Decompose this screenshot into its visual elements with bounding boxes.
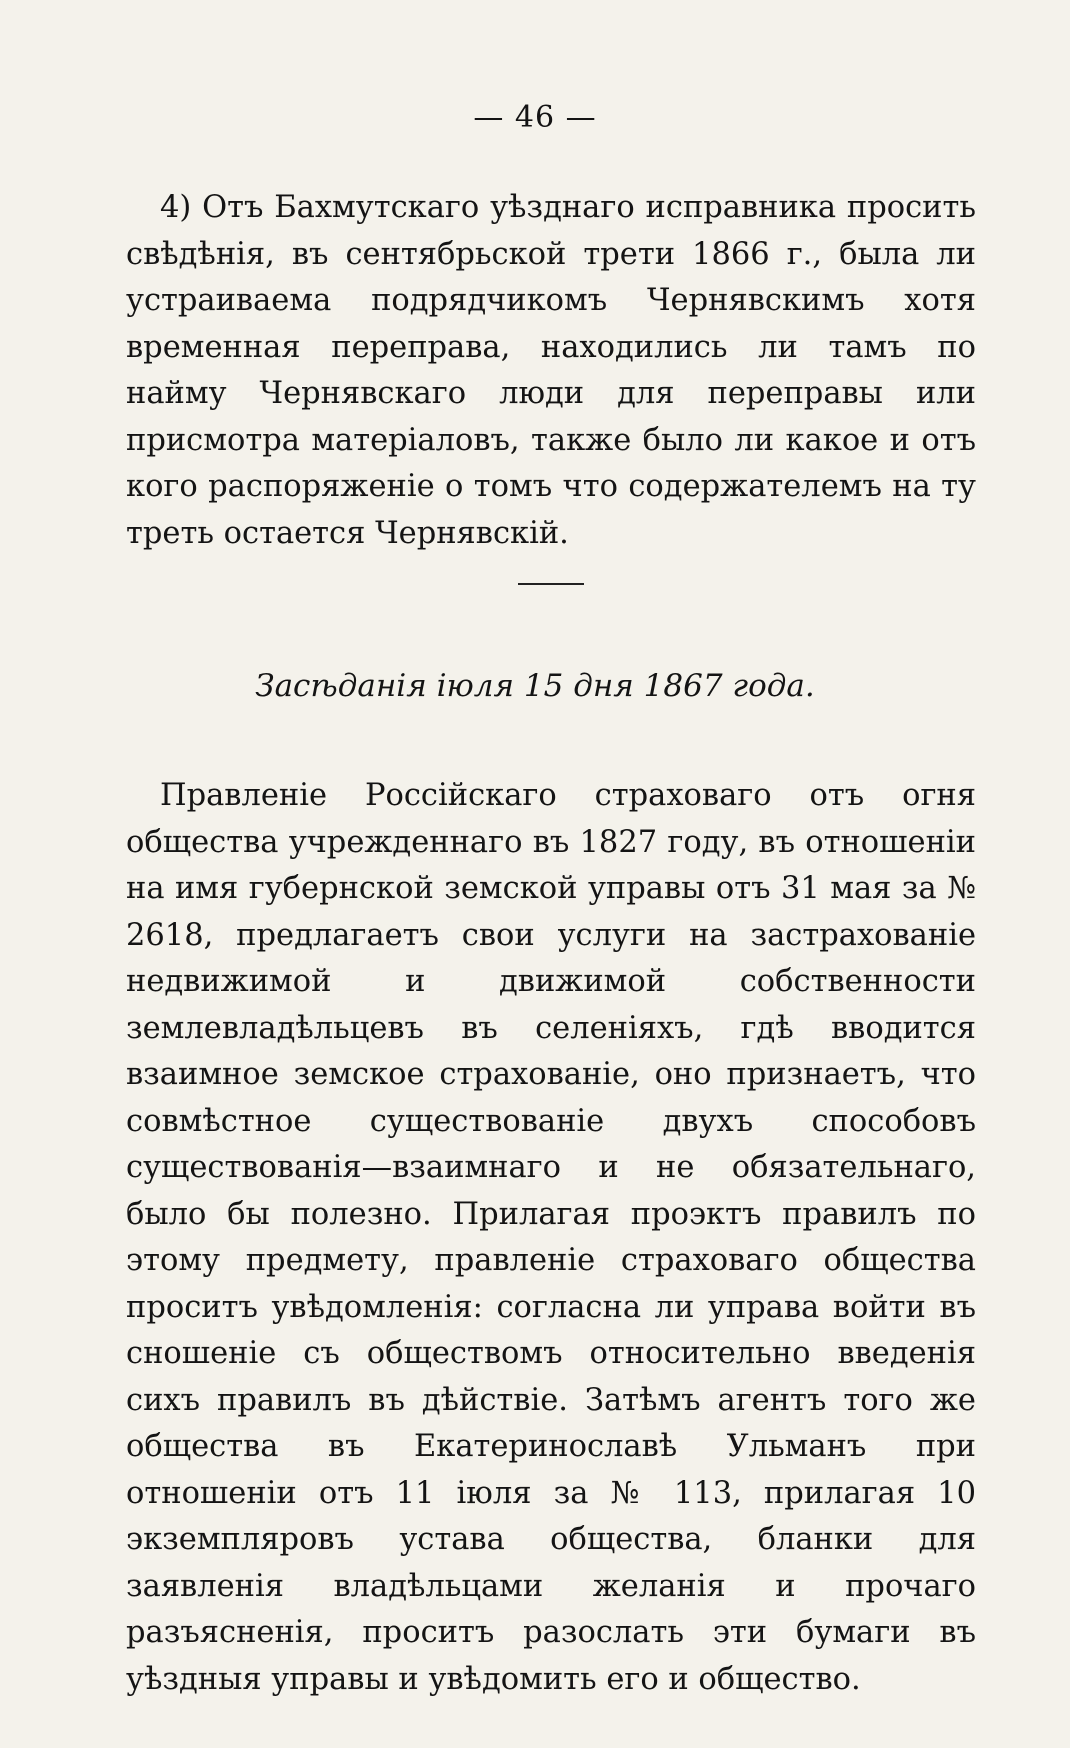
paragraph-text: Правленіе Россійскаго страховаго отъ огня общества учрежденнаго въ 1827 году, въ отношеніи на имя губернской земской управы отъ 31 мая за № 2618, предлагаетъ свои услуги на застрахованіе недвижимой и движимой собственности землевладѣльцевъ въ селеніяхъ, гдѣ вводится взаимное земское страхованіе, оно признаетъ, что совмѣстное существованіе двухъ способовъ существованія—взаимнаго и не обязательнаго, было бы полезно. Прилагая проэктъ правилъ по этому предмету, правленіе страховаго общества проситъ увѣдомленія: согласна ли управа войти въ сношеніе съ обществомъ относительно введенія сихъ правилъ въ дѣйствіе. Затѣмъ агентъ того же общества въ Екатеринославѣ Ульманъ при отношеніи отъ 11 іюля за № 113, прилагая 10 экземпляровъ устава общества, бланки для заявленія владѣльцами желанія и прочаго разъясненія, проситъ разослать эти бумаги въ уѣздныя управы и увѣдомить его и общество. — [126, 778, 976, 1697]
paragraph-bakhmut-request — [126, 185, 976, 557]
section-divider — [518, 583, 584, 585]
section-heading: Засѣданія іюля 15 дня 1867 года. — [255, 668, 815, 704]
paragraph-insurance-society — [126, 773, 976, 1703]
paragraph-text: 4) Отъ Бахмутскаго уѣзднаго исправника просить свѣдѣнія, въ сентябрьской трети 1866 г., была ли устраиваема подрядчикомъ Чернявскимъ хотя временная переправа, находились ли тамъ по найму Чернявскаго люди для переправы или присмотра матеріаловъ, также было ли какое и отъ кого распоряженіе о томъ что содержателемъ на ту треть остается Чернявскій. — [126, 190, 976, 551]
page-number: — 46 — — [473, 100, 597, 135]
